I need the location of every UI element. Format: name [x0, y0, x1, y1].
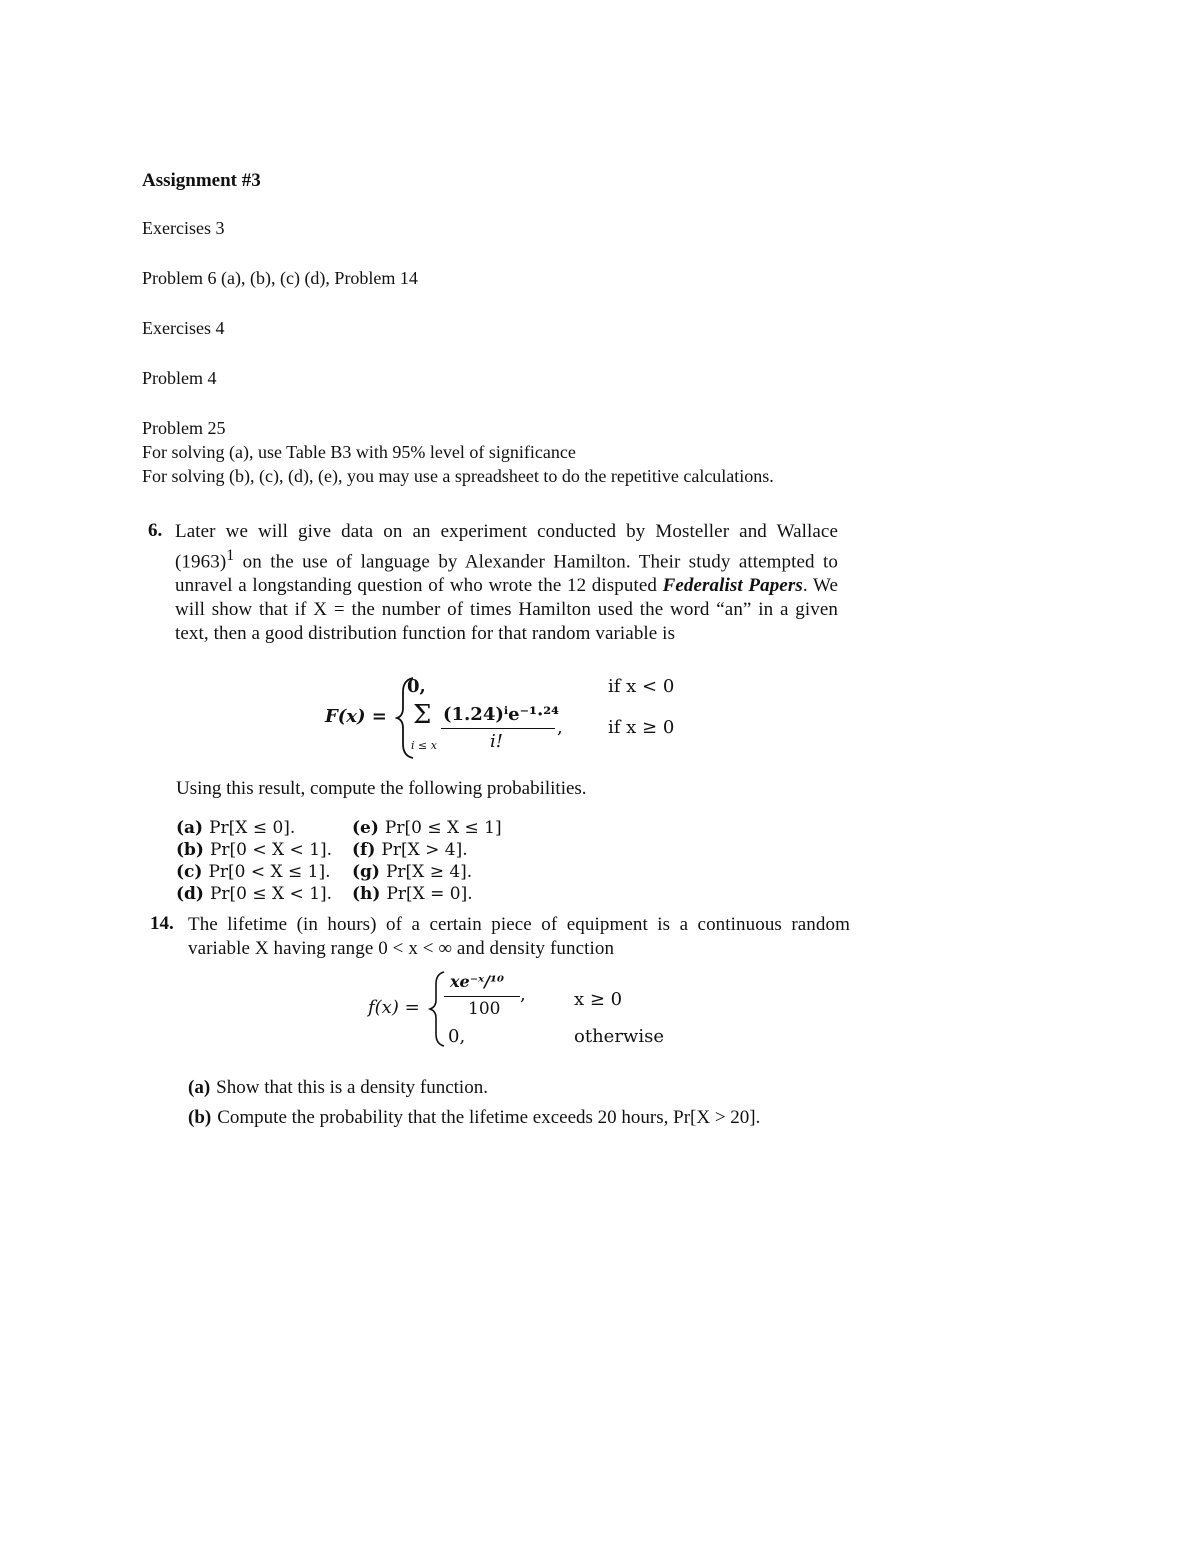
- part-text: Pr[X ≥ 4].: [385, 862, 473, 882]
- left-brace-icon: [428, 970, 450, 1048]
- problem-14-parts: [188, 1073, 760, 1133]
- part-label: (b): [176, 840, 204, 860]
- problem-4-line: Problem 4: [142, 368, 217, 388]
- parts-left-column: [176, 817, 332, 905]
- assignment-title: Assignment #3: [142, 170, 261, 191]
- problem-14-text: The lifetime (in hours) of a certain piece of equipment is a continuous random variable X having range 0 < x < ∞ and density function: [188, 914, 850, 959]
- exercises-3-label: Exercises 3: [142, 218, 225, 238]
- part-label: (c): [176, 862, 203, 882]
- part-item: [352, 817, 502, 839]
- part-item: [176, 861, 332, 883]
- part-item: [176, 883, 332, 905]
- part-text: Pr[X > 4].: [381, 840, 468, 860]
- problem-6-number: 6.: [148, 520, 163, 541]
- assignment-header: [142, 170, 1102, 488]
- problem-6-text-part-1: Later we will give data on an experiment conducted by Mosteller and Wallace (1963): [175, 521, 838, 573]
- part-label: (g): [352, 862, 380, 882]
- part-item: [352, 883, 502, 905]
- sum-index: i ≤ x: [411, 739, 437, 752]
- note-part-b-e: For solving (b), (c), (d), (e), you may use a spreadsheet to do the repetitive calculations.: [142, 466, 774, 486]
- part-label: (a): [176, 818, 204, 838]
- part-item: [188, 1073, 760, 1103]
- part-label: (a): [188, 1077, 211, 1098]
- case2-condition: otherwise: [574, 1026, 664, 1047]
- federalist-papers-title: Federalist Papers: [662, 575, 803, 597]
- part-item: [188, 1103, 760, 1133]
- density-function-formula: [368, 970, 688, 1050]
- part-text: Show that this is a density function.: [216, 1077, 488, 1098]
- exercises-4-label: Exercises 4: [142, 318, 225, 338]
- parts-right-column: [352, 817, 502, 905]
- case1-condition: x ≥ 0: [574, 989, 623, 1010]
- footnote-marker: 1: [226, 547, 235, 564]
- part-text: Pr[0 ≤ X < 1].: [209, 884, 333, 904]
- fraction-bar: [444, 996, 520, 997]
- part-label: (h): [352, 884, 381, 904]
- fraction-numerator: xe⁻ˣ/¹⁰: [450, 972, 505, 991]
- fraction-bar: [441, 728, 555, 729]
- part-text: Pr[0 ≤ X ≤ 1]: [384, 818, 502, 838]
- part-label: (b): [188, 1107, 212, 1128]
- formula-lhs: F(x) =: [325, 706, 387, 727]
- case1-value: 0,: [407, 676, 426, 697]
- distribution-function-formula: [325, 673, 705, 763]
- part-item: [352, 839, 502, 861]
- formula-comma: ,: [520, 984, 526, 1005]
- part-text: Compute the probability that the lifetime exceeds 20 hours, Pr[X > 20].: [217, 1107, 761, 1128]
- part-text: Pr[0 < X ≤ 1].: [208, 862, 331, 882]
- problem-14-number: 14.: [150, 913, 174, 934]
- part-text: Pr[X ≤ 0].: [209, 818, 296, 838]
- problem-6-text-part-3: . We will show that if X = the number of times Hamilton used the word “an” in a given text, then a good distribution function for that random variable is: [175, 575, 838, 645]
- part-item: [176, 839, 332, 861]
- problem-6-14-line: Problem 6 (a), (b), (c) (d), Problem 14: [142, 268, 418, 288]
- instruction-text: Using this result, compute the following probabilities.: [176, 778, 587, 799]
- problem-25-line: Problem 25: [142, 418, 226, 438]
- case1-condition: if x < 0: [608, 676, 675, 697]
- part-item: [176, 817, 332, 839]
- problem-6: [148, 520, 838, 665]
- problem-6-text-part-2: on the use of language by Alexander Hamilton. Their study attempted to unravel a longstanding question of who wrote the 12 disputed: [175, 551, 838, 597]
- formula-lhs: f(x) =: [368, 997, 420, 1018]
- problem-6-text: [175, 520, 838, 646]
- note-part-a: For solving (a), use Table B3 with 95% level of significance: [142, 442, 576, 462]
- part-label: (f): [352, 840, 376, 860]
- part-text: Pr[X = 0].: [386, 884, 473, 904]
- part-label: (e): [352, 818, 379, 838]
- formula-comma: ,: [557, 717, 563, 738]
- case2-value: 0,: [448, 1026, 466, 1047]
- fraction-denominator: 100: [468, 999, 501, 1019]
- part-item: [352, 861, 502, 883]
- fraction-denominator: i!: [490, 731, 503, 752]
- case2-condition: if x ≥ 0: [608, 717, 675, 738]
- part-text: Pr[0 < X < 1].: [209, 840, 333, 860]
- sum-symbol: Σ: [413, 700, 432, 730]
- fraction-numerator: (1.24)ⁱe⁻¹·²⁴: [443, 704, 560, 725]
- part-label: (d): [176, 884, 204, 904]
